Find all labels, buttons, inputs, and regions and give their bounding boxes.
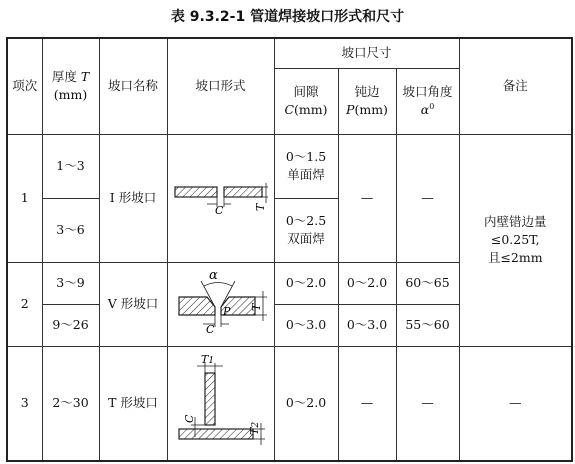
t-groove-diagram [171,353,271,453]
table-title: 表 9.3.2-1 管道焊接坡口形式和尺寸 [170,9,405,25]
row2-figure [167,262,274,346]
row2-root-b: 0～3.0 [338,304,396,346]
row2-gap-a: 0～2.0 [274,262,338,304]
label-t1: T1 [200,353,214,367]
header-remarks: 备注 [459,38,572,134]
header-gap: 间隙 C(mm) [274,68,338,134]
row1-angle: — [396,134,459,262]
row1-root: — [338,134,396,262]
row2-gap-b: 0～3.0 [274,304,338,346]
label-c: C [205,323,214,336]
row2-thickness-b: 9～26 [42,304,99,346]
header-groove-size: 坡口尺寸 [274,38,459,68]
header-groove-name: 坡口名称 [99,38,167,134]
row2-name: V 形坡口 [99,262,167,346]
header-thickness: 厚度 T (mm) [42,38,99,134]
label-c: C [214,204,223,217]
i-groove-diagram [171,173,271,223]
row1-thickness-a: 1～3 [42,134,99,198]
row3-root: — [338,346,396,461]
row2-angle-a: 60～65 [396,262,459,304]
row1-gap-a: 0～1.5 单面焊 [274,134,338,198]
label-alpha: α [208,269,218,283]
row3-thickness: 2～30 [42,346,99,461]
row1-gap-b: 0～2.5 双面焊 [274,198,338,262]
row1-figure [167,134,274,262]
label-c: C [182,414,196,424]
row3-name: T 形坡口 [99,346,167,461]
row3-gap: 0～2.0 [274,346,338,461]
groove-spec-table [6,37,573,462]
label-t: T [249,303,263,311]
row1-item: 1 [7,134,42,262]
row3-figure [167,346,274,461]
header-root-face: 钝边 P(mm) [338,68,396,134]
row2-root-a: 0～2.0 [338,262,396,304]
header-angle: 坡口角度 $\alpha^0$ [396,68,459,134]
header-groove-form: 坡口形式 [167,38,274,134]
label-t2: T2 [247,422,261,436]
remarks-block: 内壁错边量 ≤0.25T, 且≤2mm [459,134,572,346]
row2-angle-b: 55～60 [396,304,459,346]
header-item: 项次 [7,38,42,134]
row2-item: 2 [7,262,42,346]
v-groove-diagram [171,269,271,339]
row3-item: 3 [7,346,42,461]
row1-name: I 形坡口 [99,134,167,262]
row3-remark: — [459,346,572,461]
row3-angle: — [396,346,459,461]
row1-thickness-b: 3～6 [42,198,99,262]
label-p: P [222,305,230,318]
row2-thickness-a: 3～9 [42,262,99,304]
label-t: T [253,203,267,211]
